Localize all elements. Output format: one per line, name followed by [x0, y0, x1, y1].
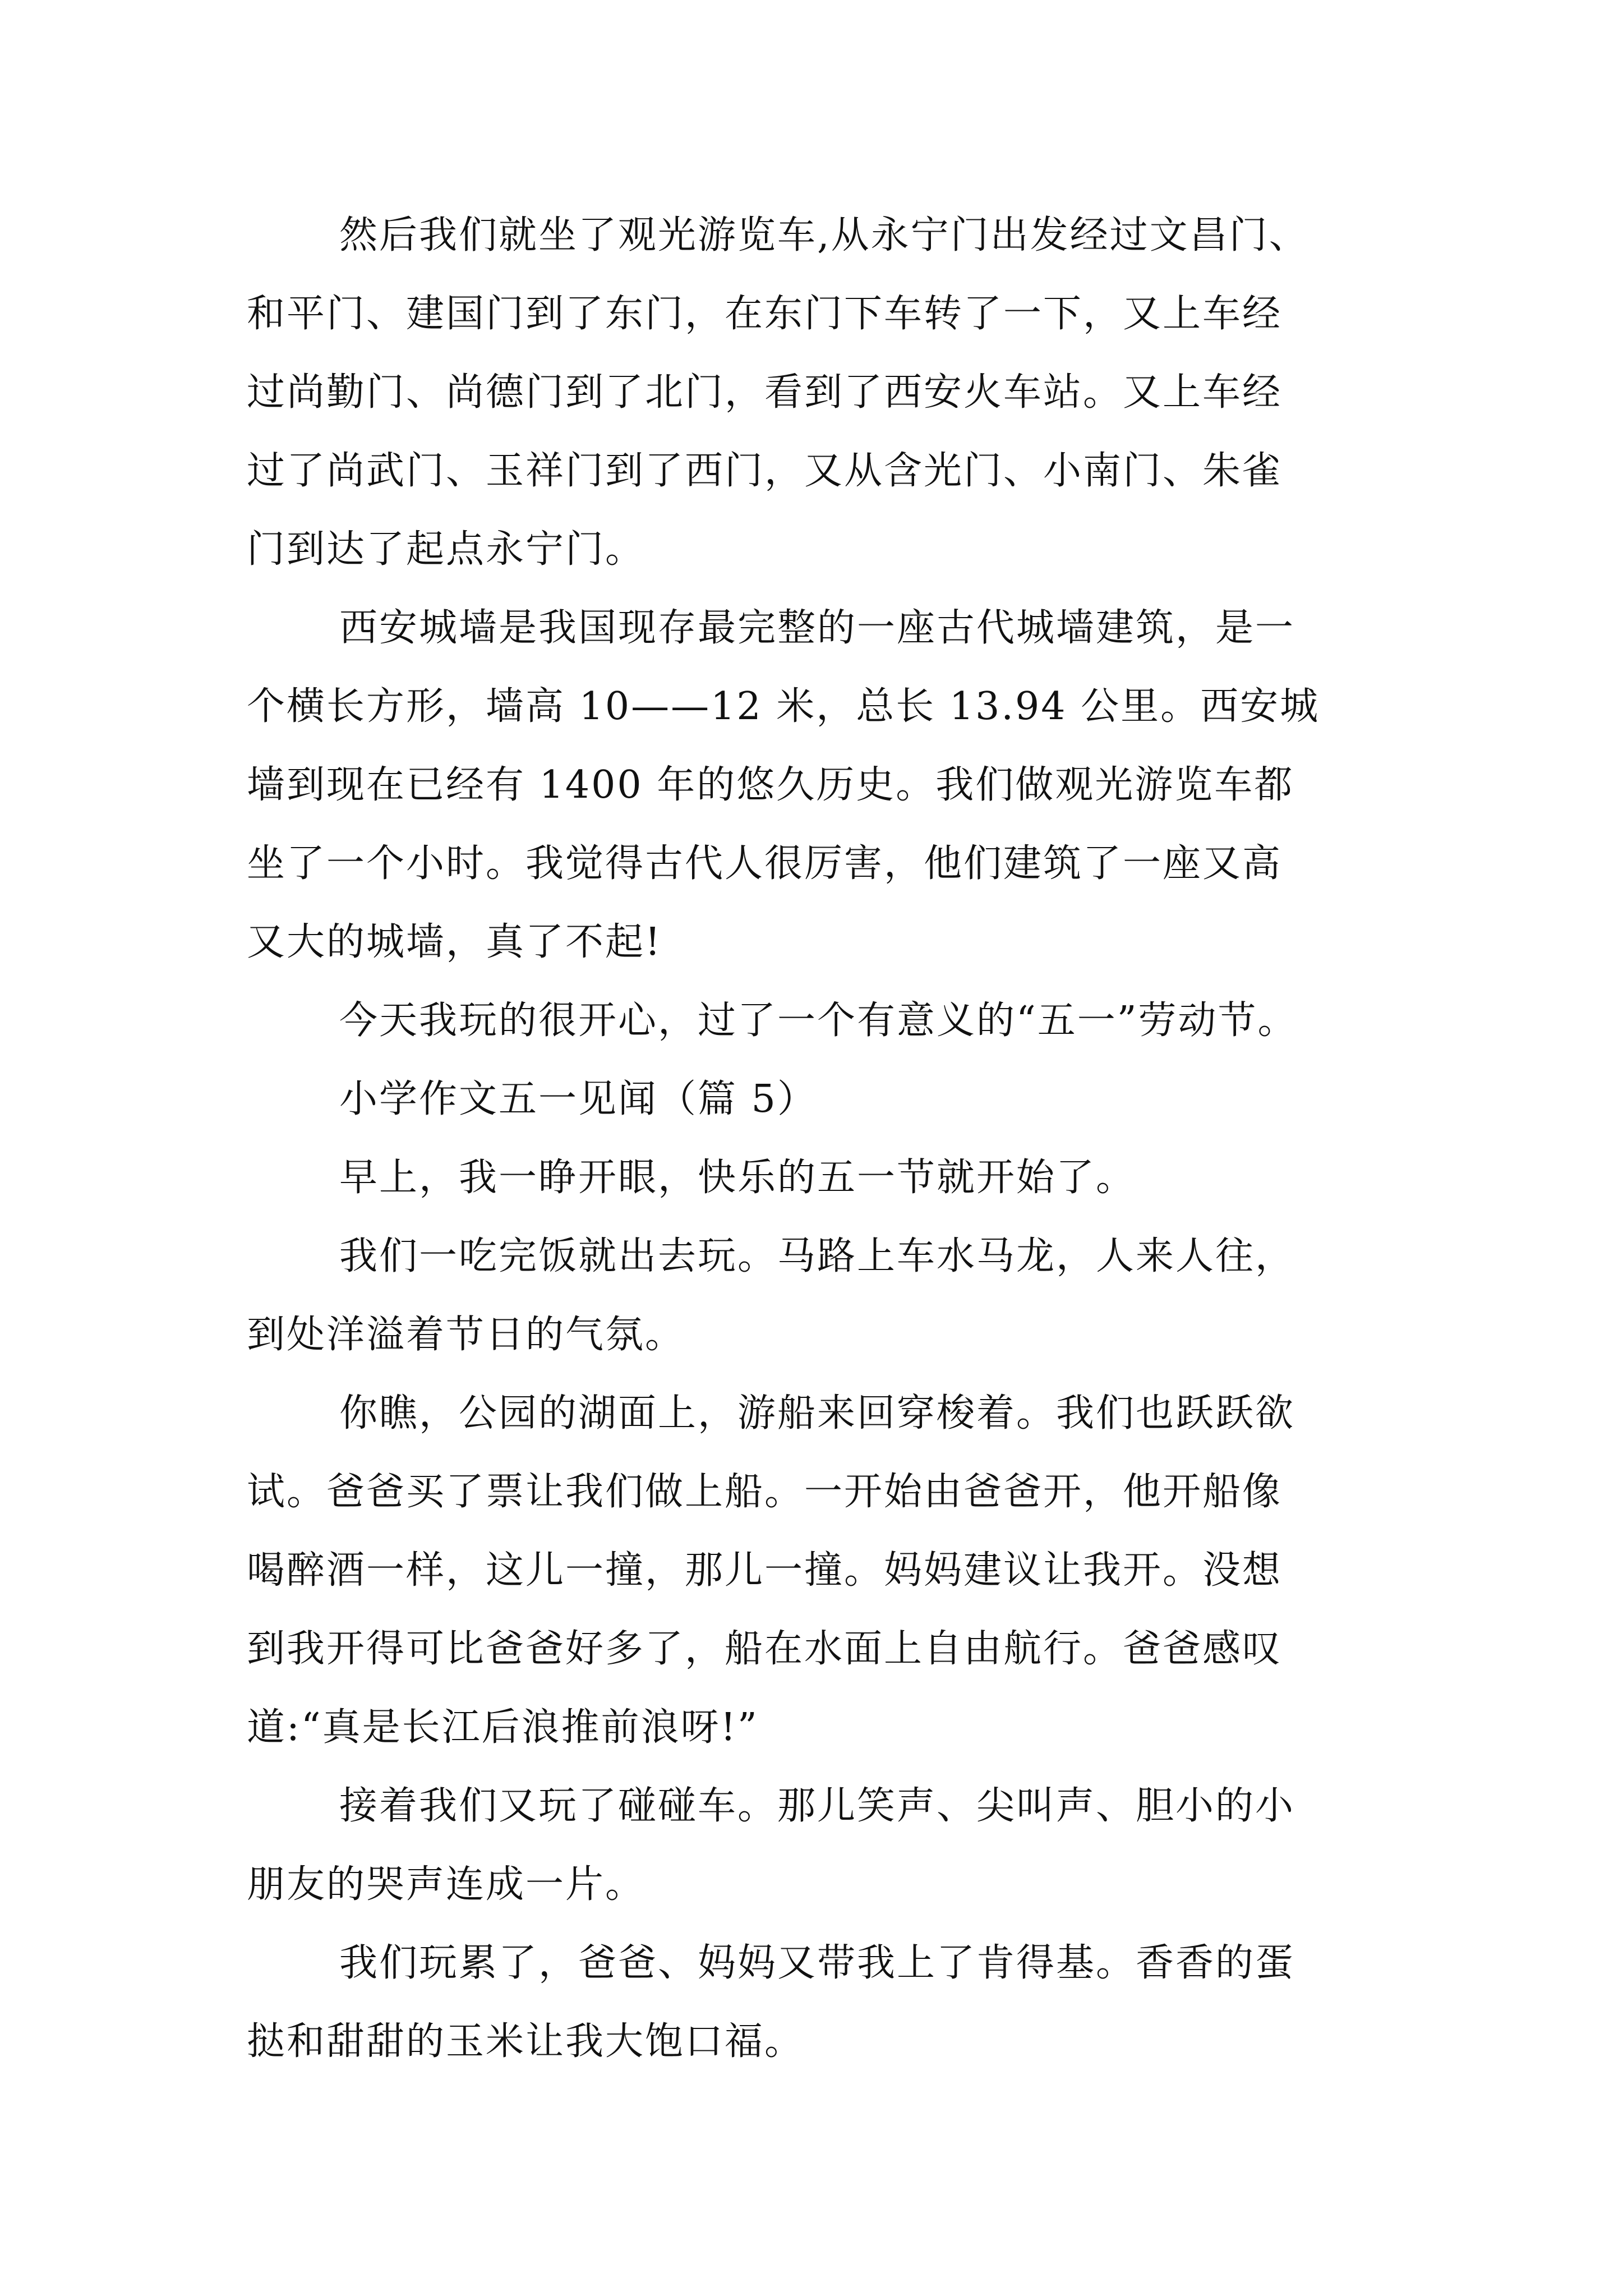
text-line: 朋友的哭声连成一片。 [247, 1862, 645, 1907]
text-line: 过了尚武门、玉祥门到了西门，又从含光门、小南门、朱雀 [247, 449, 1283, 493]
text-line: 西安城墙是我国现存最完整的一座古代城墙建筑，是一 [339, 606, 1295, 650]
text-line: 我们玩累了，爸爸、妈妈又带我上了肯得基。香香的蛋 [339, 1941, 1295, 1985]
text-line: 然后我们就坐了观光游览车,从永宁门出发经过文昌门、 [339, 213, 1309, 257]
text-line: 又大的城墙，真了不起! [247, 920, 662, 964]
text-line: 道:“真是长江后浪推前浪呀!” [247, 1705, 759, 1750]
text-line: 试。爸爸买了票让我们做上船。一开始由爸爸开，他开船像 [247, 1470, 1283, 1514]
text-line: 到处洋溢着节日的气氛。 [247, 1313, 685, 1357]
text-line: 我们一吃完饭就出去玩。马路上车水马龙，人来人往， [339, 1234, 1295, 1278]
text-line: 坐了一个小时。我觉得古代人很厉害，他们建筑了一座又高 [247, 841, 1283, 886]
text-line: 和平门、建国门到了东门，在东门下车转了一下，又上车经 [247, 292, 1283, 336]
text-line: 过尚勤门、尚德门到了北门，看到了西安火车站。又上车经 [247, 370, 1283, 415]
text-line: 你瞧，公园的湖面上，游船来回穿梭着。我们也跃跃欲 [339, 1391, 1295, 1435]
text-line: 挞和甜甜的玉米让我大饱口福。 [247, 2019, 805, 2064]
text-line: 到我开得可比爸爸好多了，船在水面上自由航行。爸爸感叹 [247, 1627, 1283, 1671]
text-line: 喝醉酒一样，这儿一撞，那儿一撞。妈妈建议让我开。没想 [247, 1548, 1283, 1593]
section-heading: 小学作文五一见闻（篇 5） [339, 1077, 817, 1121]
text-line: 接着我们又玩了碰碰车。那儿笑声、尖叫声、胆小的小 [339, 1784, 1295, 1828]
text-line: 个横长方形，墙高 10——12 米，总长 13.94 公里。西安城 [247, 684, 1320, 729]
text-line: 门到达了起点永宁门。 [247, 527, 645, 572]
text-line: 今天我玩的很开心，过了一个有意义的“五一”劳动节。 [339, 999, 1298, 1043]
text-line: 早上，我一睁开眼，快乐的五一节就开始了。 [339, 1156, 1136, 1200]
text-line: 墙到现在已经有 1400 年的悠久历史。我们做观光游览车都 [247, 763, 1294, 807]
